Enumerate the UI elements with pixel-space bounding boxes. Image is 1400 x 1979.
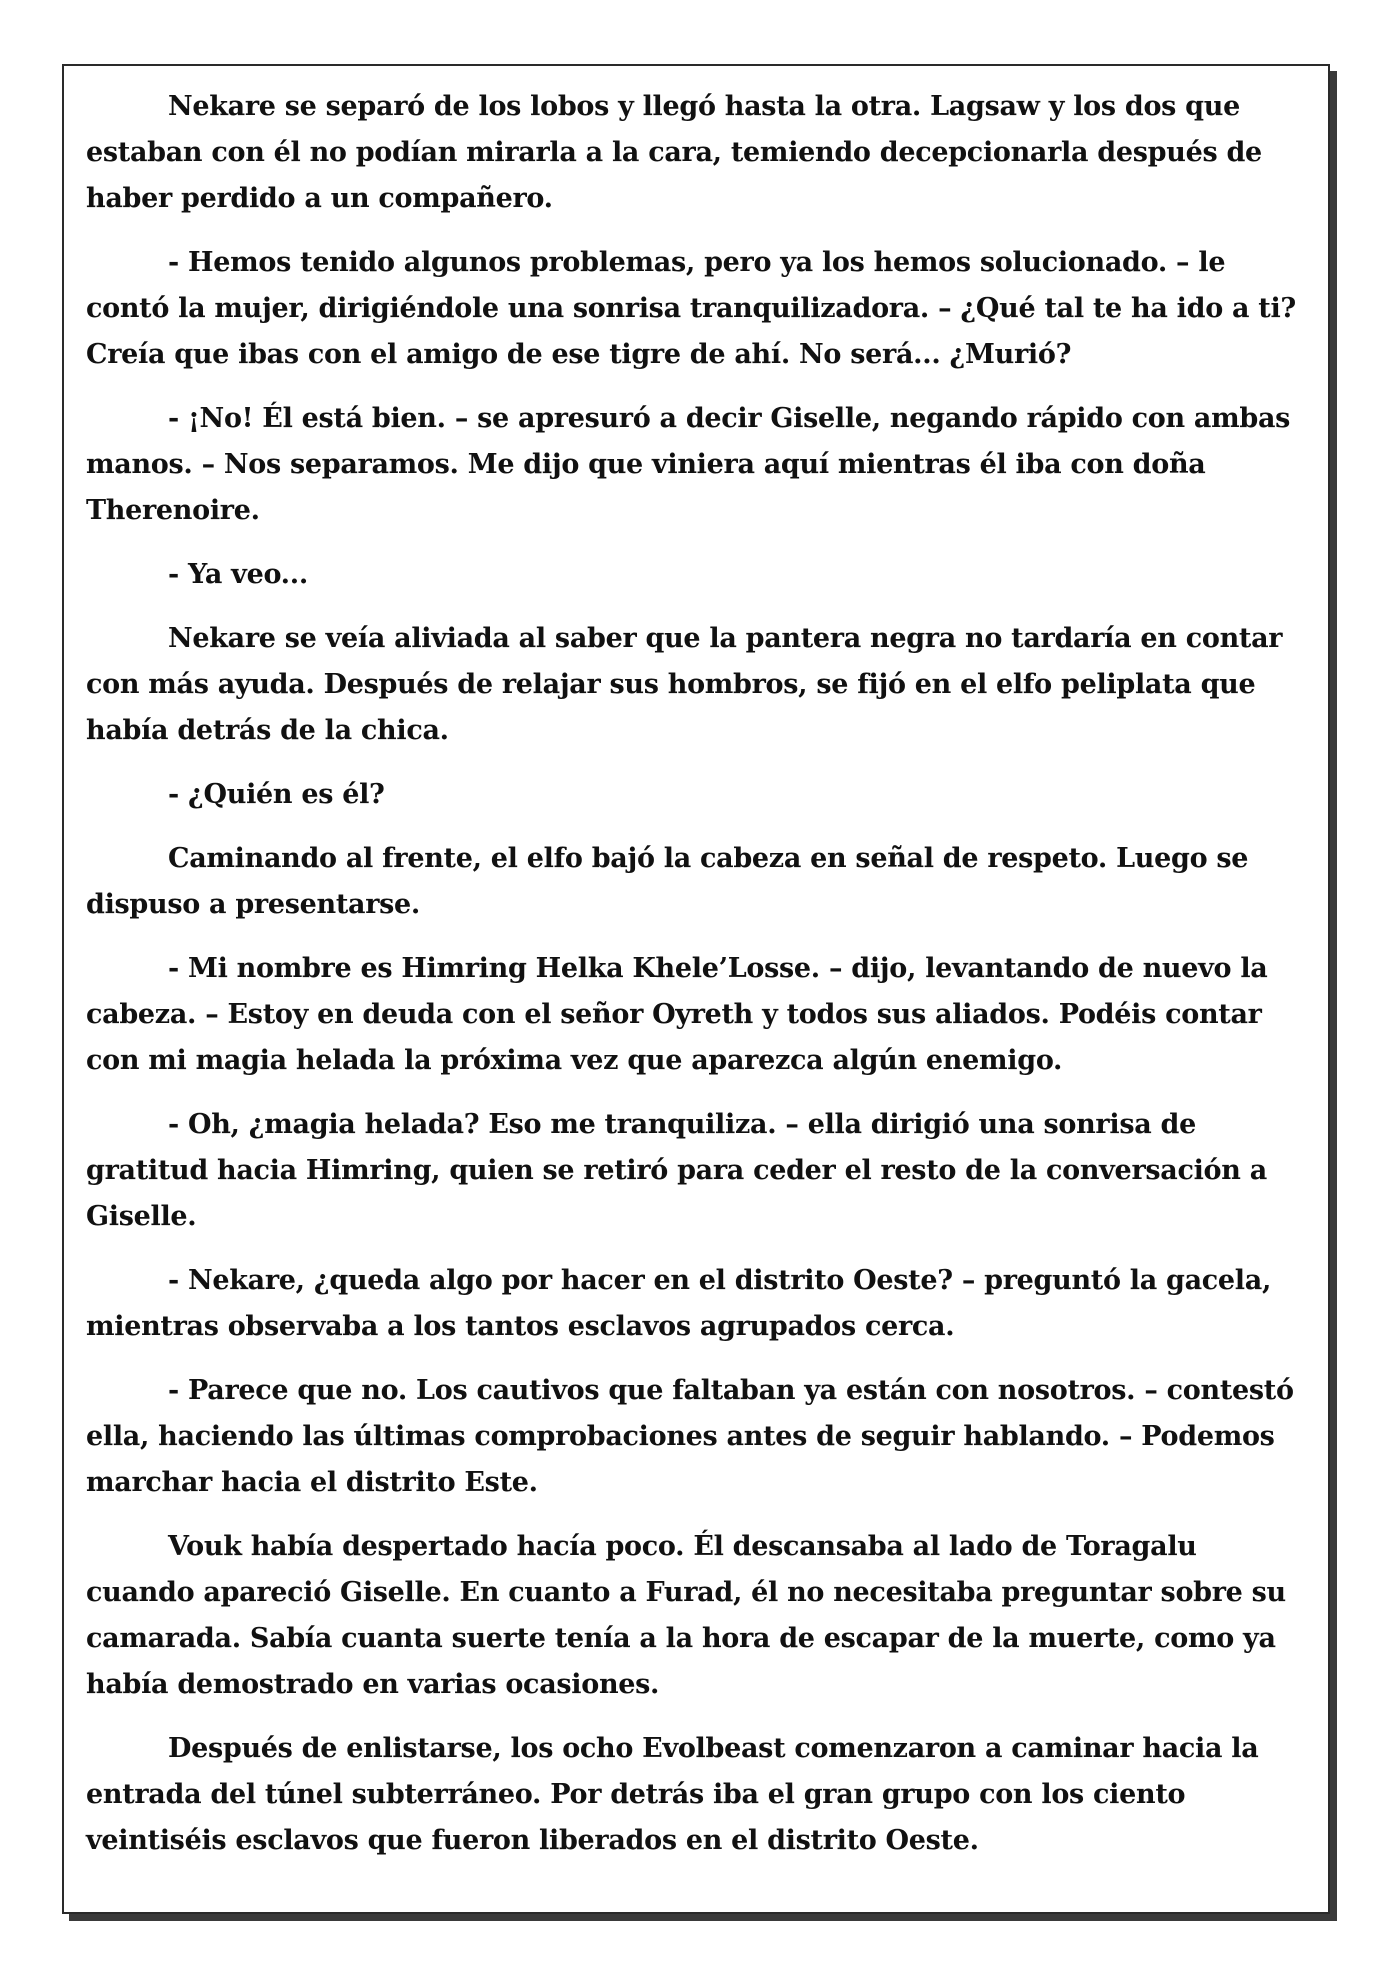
paragraph: - ¿Quién es él? bbox=[168, 779, 385, 810]
text-body bbox=[86, 84, 1302, 1882]
paragraph: Vouk había despertado hacía poco. Él descansaba al lado de Toragalu cuando apareció Giselle. En cuanto a Furad, él no necesitaba preguntar sobre su camarada. Sabía cuanta suerte tenía a la hora de escapar de la muerte, como ya había demostrado en varias ocasiones. bbox=[86, 1531, 1286, 1700]
paragraph: - Oh, ¿magia helada? Eso me tranquiliza. – ella dirigió una sonrisa de gratitud hacia Himring, quien se retiró para ceder el resto de la conversación a Giselle. bbox=[86, 1109, 1267, 1232]
paragraph: - Nekare, ¿queda algo por hacer en el distrito Oeste? – preguntó la gacela, mientras observaba a los tantos esclavos agrupados cerca. bbox=[86, 1265, 1272, 1342]
paragraph: - Parece que no. Los cautivos que faltaban ya están con nosotros. – contestó ella, haciendo las últimas comprobaciones antes de seguir hablando. – Podemos marchar hacia el distrito Este. bbox=[86, 1375, 1294, 1498]
paragraph: Nekare se veía aliviada al saber que la pantera negra no tardaría en contar con más ayuda. Después de relajar sus hombros, se fijó en el elfo peliplata que había detrás de la chica. bbox=[86, 623, 1283, 746]
paragraph: - ¡No! Él está bien. – se apresuró a decir Giselle, negando rápido con ambas manos. – Nos separamos. Me dijo que viniera aquí mientras él iba con doña Therenoire. bbox=[86, 403, 1291, 526]
paragraph: Caminando al frente, el elfo bajó la cabeza en señal de respeto. Luego se dispuso a presentarse. bbox=[86, 843, 1249, 920]
paragraph: - Ya veo... bbox=[168, 559, 308, 590]
paragraph: Después de enlistarse, los ocho Evolbeast comenzaron a caminar hacia la entrada del túnel subterráneo. Por detrás iba el gran grupo con los ciento veintiséis esclavos que fueron liberados en el distrito Oeste. bbox=[86, 1733, 1259, 1856]
page-frame bbox=[62, 64, 1330, 1914]
paragraph: Nekare se separó de los lobos y llegó hasta la otra. Lagsaw y los dos que estaban con él no podían mirarla a la cara, temiendo decepcionarla después de haber perdido a un compañero. bbox=[86, 91, 1262, 214]
paragraph: - Hemos tenido algunos problemas, pero ya los hemos solucionado. – le contó la mujer, dirigiéndole una sonrisa tranquilizadora. – ¿Qué tal te ha ido a ti? Creía que ibas con el amigo de ese tigre de ahí. No será... ¿Murió? bbox=[86, 247, 1296, 370]
paragraph: - Mi nombre es Himring Helka Khele’Losse. – dijo, levantando de nuevo la cabeza. – Estoy en deuda con el señor Oyreth y todos sus aliados. Podéis contar con mi magia helada la próxima vez que aparezca algún enemigo. bbox=[86, 953, 1268, 1076]
